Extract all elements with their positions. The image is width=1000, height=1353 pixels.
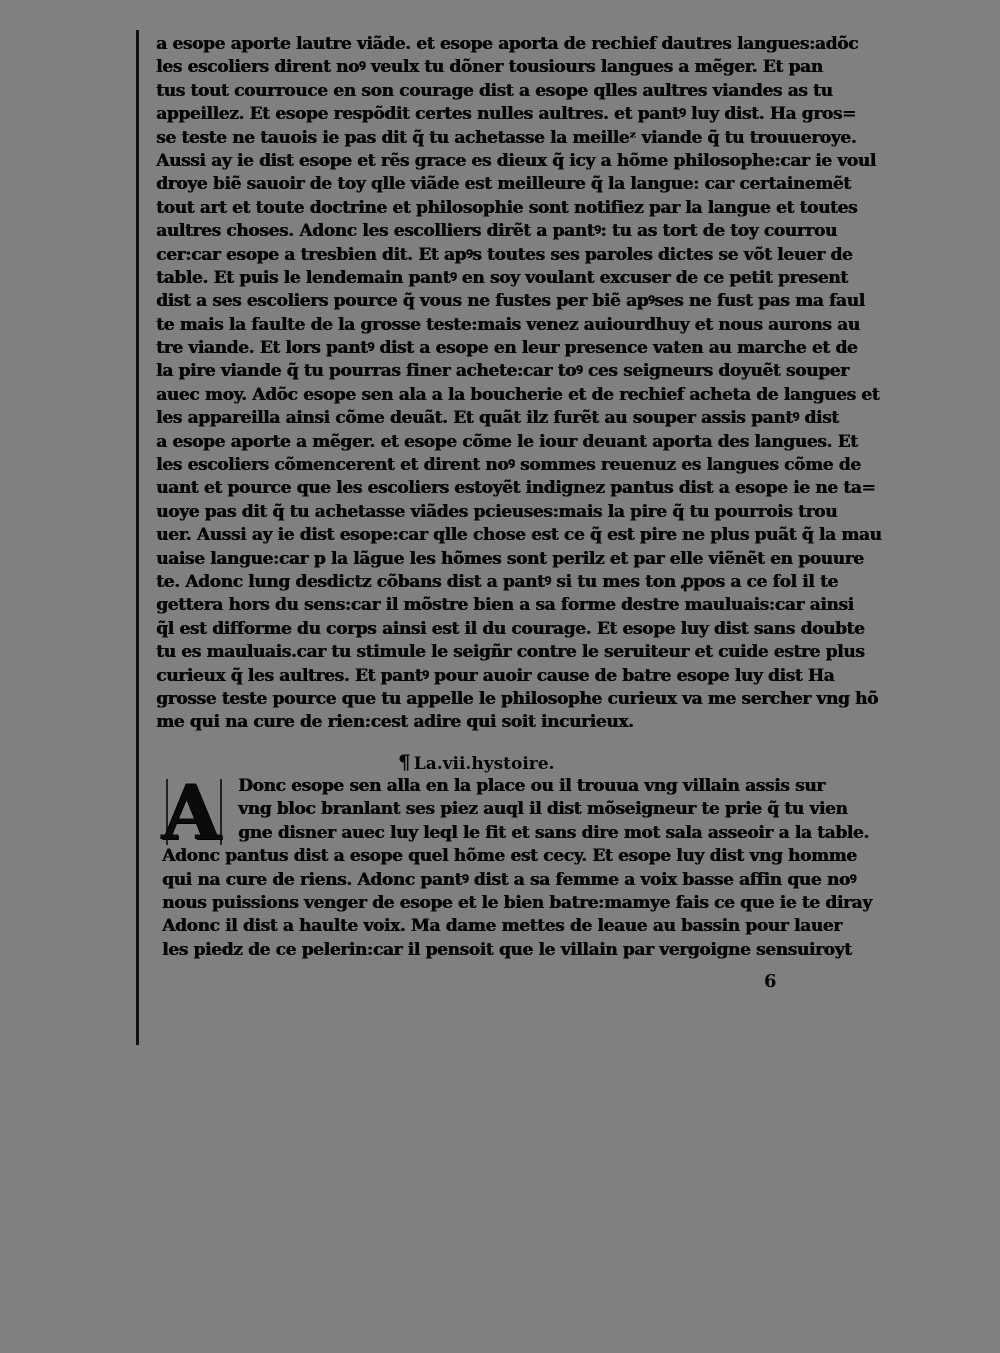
text-line: me qui na cure de rien:cest adire qui soit incurieux.	[156, 712, 634, 733]
text-line: appeillez. Et esope respõdit certes nulles aultres. et pantꝰ luy dist. Ha gros=	[156, 104, 856, 125]
text-line: aultres choses. Adonc les escolliers dirẽt a pantꝰ: tu as tort de toy courrou	[156, 221, 837, 242]
text-line: Aussi ay ie dist esope et rẽs grace es dieux q̃ icy a hõme philosophe:car ie voul	[156, 150, 876, 171]
text-line: a esope aporte a mẽger. et esope cõme le iour deuant aporta des langues. Et	[156, 431, 858, 452]
text-line: Adonc il dist a haulte voix. Ma dame mettes de leaue au bassin pour lauer	[162, 916, 842, 937]
text-line: les escoliers dirent noꝰ veulx tu dõner tousiours langues a mẽger. Et pan	[156, 57, 823, 78]
text-line: q̃l est difforme du corps ainsi est il du courage. Et esope luy dist sans doubte	[156, 618, 865, 639]
chapter-heading	[398, 750, 554, 774]
text-line: uant et pource que les escoliers estoyẽt indignez pantus dist a esope ie ne ta=	[156, 478, 876, 499]
text-line: dist a ses escoliers pource q̃ vous ne fustes per biẽ apꝰses ne fust pas ma faul	[156, 291, 865, 312]
text-line: tout art et toute doctrine et philosophie sont notifiez par la langue et toutes	[156, 197, 858, 218]
text-line: grosse teste pource que tu appelle le philosophe curieux va me sercher vng hõ	[156, 688, 878, 709]
text-line: tre viande. Et lors pantꝰ dist a esope en leur presence vaten au marche et de	[156, 338, 858, 359]
text-line: la pire viande q̃ tu pourras finer achete:car toꝰ ces seigneurs doyuẽt souper	[156, 361, 849, 382]
gutter-rule	[136, 30, 139, 1045]
text-line: auec moy. Adõc esope sen ala a la boucherie et de rechief acheta de langues et	[156, 384, 880, 405]
text-line: nous puissions venger de esope et le bien batre:mamye fais ce que ie te diray	[162, 892, 872, 913]
text-line: te. Adonc lung desdictz cõbans dist a pantꝰ si tu mes ton ꝓpos a ce fol il te	[156, 571, 838, 592]
text-line: a esope aporte lautre viãde. et esope aporta de rechief dautres langues:adõc	[156, 34, 858, 54]
text-line: uaise langue:car p la lãgue les hõmes sont perilz et par elle viẽnẽt en pouure	[156, 548, 864, 569]
text-line: les escoliers cõmencerent et dirent noꝰ sommes reuenuz es langues cõme de	[156, 455, 861, 476]
body-text	[156, 33, 882, 735]
text-line: les piedz de ce pelerin:car il pensoit que le villain par vergoigne sensuiroyt	[162, 939, 852, 960]
text-line: qui na cure de riens. Adonc pantꝰ dist a sa femme a voix basse affin que noꝰ	[162, 869, 856, 890]
text-line: curieux q̃ les aultres. Et pantꝰ pour auoir cause de batre esope luy dist Ha	[156, 665, 835, 686]
text-line: uer. Aussi ay ie dist esope:car qlle chose est ce q̃ est pire ne plus puãt q̃ la mau	[156, 525, 882, 546]
text-line: gettera hors du sens:car il mõstre bien a sa forme destre mauluais:car ainsi	[156, 595, 854, 616]
text-line: Adonc pantus dist a esope quel hõme est cecy. Et esope luy dist vng homme	[162, 846, 857, 867]
decorated-initial-letter: A	[162, 768, 221, 857]
text-line: vng bloc branlant ses piez auql il dist mõseigneur te prie q̃ tu vien	[238, 799, 848, 820]
text-line: gne disner auec luy leql le fit et sans dire mot sala asseoir a la table.	[238, 822, 869, 843]
text-line: droye biẽ sauoir de toy qlle viãde est meilleure q̃ la langue: car certainemẽt	[156, 174, 851, 195]
text-line: cer:car esope a tresbien dit. Et apꝰs toutes ses paroles dictes se võt leuer de	[156, 244, 853, 265]
text-line: te mais la faulte de la grosse teste:mais venez auiourdhuy et nous aurons au	[156, 314, 860, 335]
pilcrow-mark: ¶	[398, 750, 411, 774]
page-number: 6	[764, 971, 777, 992]
text-line: les appareilla ainsi cõme deuãt. Et quãt ilz furẽt au souper assis pantꝰ dist	[156, 408, 839, 429]
text-line: se teste ne tauois ie pas dit q̃ tu achetasse la meilleᶻ viande q̃ tu trouueroye.	[156, 127, 857, 148]
text-line: tus tout courrouce en son courage dist a esope qlles aultres viandes as tu	[156, 80, 833, 101]
text-line: tu es mauluais.car tu stimule le seigñr contre le seruiteur et cuide estre plus	[156, 642, 865, 663]
text-line: Donc esope sen alla en la place ou il trouua vng villain assis sur	[238, 776, 825, 796]
chapter-heading-text: La.vii.hystoire.	[413, 754, 555, 774]
chapter-text	[162, 768, 872, 962]
text-line: table. Et puis le lendemain pantꝰ en soy voulant excuser de ce petit present	[156, 267, 848, 288]
text-line: uoye pas dit q̃ tu achetasse viãdes pcieuses:mais la pire q̃ tu pourrois trou	[156, 501, 838, 522]
